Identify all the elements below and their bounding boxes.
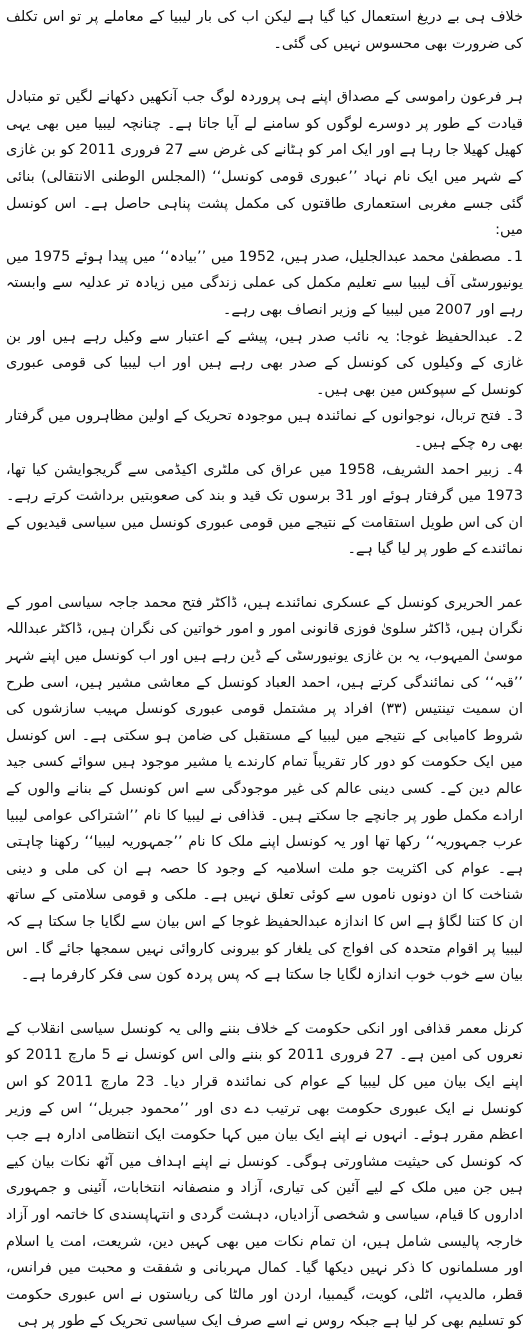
paragraph-council-members: عمر الحریری کونسل کے عسکری نمائندے ہیں، ڈاکٹر فتح محمد جاجہ سیاسی امور کے نگران ہیں، ڈاکٹر سلویٰ فوزی قانونی امور و امور خواتین کی نگران ہیں، ڈاکٹر عبداللہ موسیٰ المیہوب، یہ بن غازی یونیورسٹی کے ڈین رہے ہیں اور اب کونسل میں اپنے شہر ’’قبہ‘‘ کی نمائندگی کرتے ہیں، احمد العباد کونسل کے معاشی مشیر ہیں، اسی طرح ان سمیت تینتیس (۳۳) افراد پر مشتمل قومی عبوری کونسل مہیب سازشوں کی شروط کامیابی کے نتیجے میں لیبیا کے مستقبل کی ضامن ہو سکتی ہے۔ اس کونسل میں ایک حکومت کو دور کار تقریباً تمام کارندے یا مشیر موجود ہیں سوائے کسی جید عالم دین کے۔ کسی دینی عالم کی غیر موجودگی سے اس کونسل کے بنانے والوں کے ارادے مکمل طور پر جانچے جا سکتے ہیں۔ قذافی نے لیبیا کا نام ’’اشتراکی عوامی لیبیا عرب جمہوریہ‘‘ رکھا تھا اور یہ کونسل اپنے ملک کا نام ’’جمہوریہ لیبیا‘‘ رکھنا چاہتی ہے۔ عوام کی اکثریت جو ملت اسلامیہ کے وجود کا حصہ ہے ان کی ملی و دینی شناخت کا ان دونوں ناموں سے کوئی تعلق نہیں ہے۔ ملکی و قومی سلامتی کے ساتھ ان کا کتنا لگاؤ ہے اس کا اندازہ عبدالحفیظ غوجا کے اس بیان سے لگایا جا سکتا ہے کہ لیبیا پر اقوام متحدہ کی افواج کی یلغار کو بیرونی کاروائی نہیں سمجھا جائے گا۔ اس بیان سے خوب خوب اندازہ لگایا جا سکتا ہے کہ پس پردہ کون سی فکر کارفرما ہے۔ (6, 594, 523, 984)
paragraph-member-3: 3۔ فتح تربال، نوجوانوں کے نمائندہ ہیں موجودہ تحریک کے اولین مظاہروں میں گرفتار بھی رہ چکے ہیں۔ (6, 408, 523, 451)
paragraph-intro-continuation: خلاف ہی بے دریغ استعمال کیا گیا ہے لیکن اب کی بار لیبیا کے معاملے پر تو اس تکلف کی ضرورت بھی محسوس نہیں کی گئی۔ (6, 9, 523, 52)
paragraph-interim-council: ہر فرعون راموسی کے مصداق اپنے ہی پروردہ لوگ جب آنکھیں دکھانے لگیں تو متبادل قیادت کے طور پر دوسرے لوگوں کو سامنے لے آیا جاتا ہے۔ چنانچہ لیبیا میں بھی یہی کھیل کھیلا جا رہا ہے اور ایک امر کو ہٹانے کی غرض سے 27 فروری 2011 کو بن غازی کے شہر میں ایک نام نہاد ’’عبوری قومی کونسل‘‘ (المجلس الوطنی الانتقالی) بنائی گئی جسے مغربی استعماری طاقتوں کی مکمل پشت پناہی حاصل ہے۔ اس کونسل میں: (6, 89, 524, 239)
paragraph-member-1: 1۔ مصطفیٰ محمد عبدالجلیل، صدر ہیں، 1952 میں ’’بیادہ‘‘ میں پیدا ہوئے 1975 میں یونیورسٹی آف لیبیا سے تعلیم مکمل کی عملی زندگی میں زیادہ تر عدلیہ سے وابستہ رہے اور 2007 میں لیبیا کے وزیر انصاف بھی رہے۔ (6, 248, 523, 318)
paragraph-member-4: 4۔ زبیر احمد الشریف، 1958 میں عراق کی ملٹری اکیڈمی سے گریجوایشن کیا تھا، 1973 میں گرفتار ہوئے اور 31 برسوں تک قید و بند کی صعوبتیں برداشت کرتے رہے۔ ان کی اس طویل استقامت کے نتیجے میں قومی عبوری کونسل میں سیاسی قیدیوں کے نمائندے کے طور پر لیا گیا ہے۔ (6, 461, 523, 558)
paragraph-council-goals: کرنل معمر قذافی اور انکی حکومت کے خلاف بننے والی یہ کونسل سیاسی انقلاب کے نعروں کی امین ہے۔ 27 فروری 2011 کو بننے والی اس کونسل نے 5 مارچ 2011 کو اپنے ایک بیان میں کل لیبیا کے عوام کی نمائندہ قرار دیا۔ 23 مارچ 2011 کو اس کونسل نے ایک عبوری حکومت بھی ترتیب دے دی اور ’’محمود جبریل‘‘ اس کے وزیر اعظم مقرر ہوئے۔ انہوں نے اپنے ایک بیان میں کہا حکومت ایک انتظامی ادارہ ہے جب کہ کونسل کی حیثیت مشاورتی ہوگی۔ کونسل نے اپنے اہداف میں آٹھ نکات بیان کیے ہیں جن میں ملک کے لیے آئین کی تیاری، آزاد و منصفانہ انتخابات، آئینی و جمہوری اداروں کا قیام، سیاسی و شخصی آزادیاں، دہشت گردی و انتہاپسندی کا خاتمہ اور آزاد خارجہ پالیسی شامل ہیں، ان تمام نکات میں بھی کہیں دین، شریعت، امت یا اسلام اور مسلمانوں کا ذکر نہیں دیکھا گیا۔ کمال مہربانی و شفقت و محبت میں فرانس، قطر، مالدیپ، اٹلی، کویت، گیمبیا، اردن اور مالٹا کی ریاستوں نے اس عبوری حکومت کو تسلیم بھی کر لیا ہے جبکہ روس نے اسے صرف ایک سیاسی تحریک کے طور پر ہی (6, 1020, 524, 1330)
paragraph-member-2: 2۔ عبدالحفیظ غوجا: یہ نائب صدر ہیں، پیشے کے اعتبار سے وکیل رہے ہیں اور بن غازی کے وکیلوں کی کونسل کے صدر بھی رہے ہیں اور اب لیبیا کی قومی عبوری کونسل کے سپوکس مین بھی ہیں۔ (6, 328, 523, 398)
